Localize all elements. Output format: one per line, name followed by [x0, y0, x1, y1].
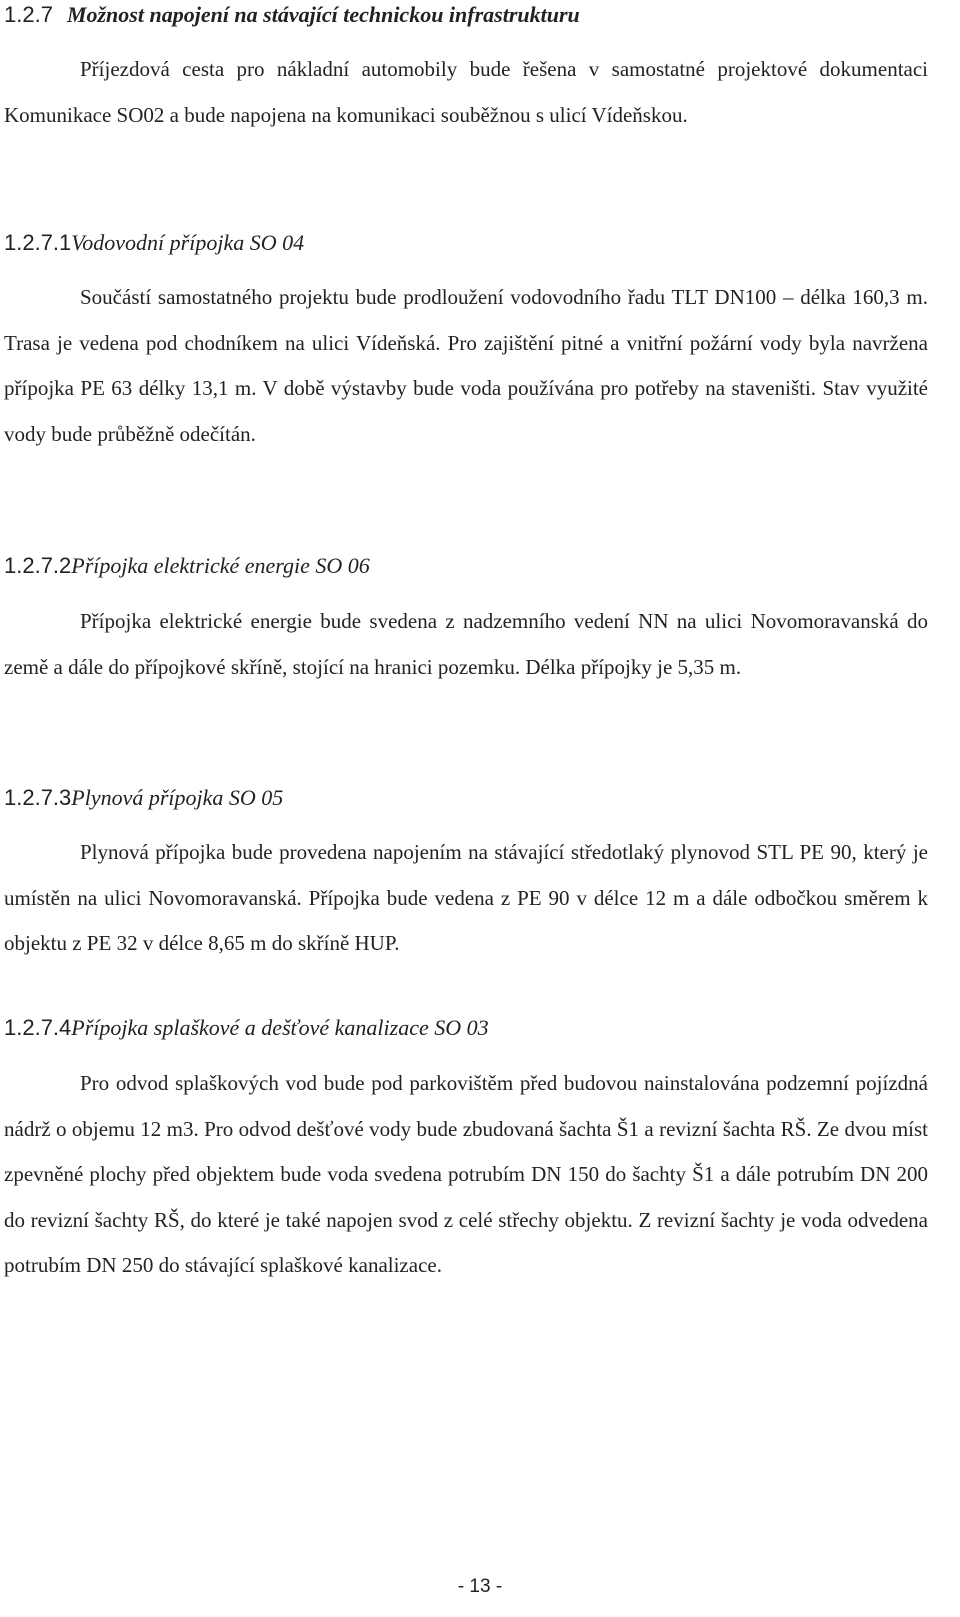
subsection-title: Vodovodní přípojka SO 04 [71, 230, 305, 255]
paragraph-water: Součástí samostatného projektu bude prodloužení vodovodního řadu TLT DN100 – délka 160,3 m. Trasa je vedena pod chodníkem na ulici Vídeňská. Pro zajištění pitné a vnitřní požární vody byla navržena přípojka PE 63 délky 13,1 m. V době výstavby bude voda používána pro potřeby na staveništi. Stav využité vody bude průběžně odečítán. [4, 285, 928, 446]
subsection-title: Přípojka elektrické energie SO 06 [71, 553, 370, 578]
subsection-title: Přípojka splaškové a dešťové kanalizace SO 03 [71, 1015, 489, 1040]
subsection-number: 1.2.7.4 [4, 1015, 72, 1040]
section-number: 1.2.7 [4, 2, 53, 27]
subsection-number: 1.2.7.2 [4, 553, 72, 578]
page-number: - 13 - [457, 1576, 503, 1597]
paragraph-electric: Přípojka elektrické energie bude svedena z nadzemního vedení NN na ulici Novomoravanská do země a dále do přípojkové skříně, stojící na hranici pozemku. Délka přípojky je 5,35 m. [4, 609, 928, 679]
section-title: Možnost napojení na stávající technickou infrastrukturu [66, 2, 580, 27]
subsection-heading-electric [4, 551, 370, 581]
subsection-number: 1.2.7.3 [4, 785, 72, 810]
subsection-heading-gas [4, 783, 283, 813]
subsection-heading-sewer [4, 1013, 489, 1043]
subsection-title: Plynová přípojka SO 05 [71, 785, 284, 810]
paragraph-gas: Plynová přípojka bude provedena napojením na stávající středotlaký plynovod STL PE 90, který je umístěn na ulici Novomoravanská. Přípojka bude vedena z PE 90 v délce 12 m a dále odbočkou směrem k objektu z PE 32 v délce 8,65 m do skříně HUP. [4, 840, 928, 955]
paragraph-sewer: Pro odvod splaškových vod bude pod parkovištěm před budovou nainstalována podzemní pojízdná nádrž o objemu 12 m3. Pro odvod dešťové vody bude zbudovaná šachta Š1 a revizní šachta RŠ. Ze dvou míst zpevněné plochy před objektem bude voda svedena potrubím DN 150 do šachty Š1 a dále potrubím DN 200 do revizní šachty RŠ, do které je také napojen svod z celé střechy objektu. Z revizní šachty je voda odvedena potrubím DN 250 do stávající splaškové kanalizace. [4, 1071, 928, 1277]
intro-paragraph: Příjezdová cesta pro nákladní automobily bude řešena v samostatné projektové dokumentaci Komunikace SO02 a bude napojena na komunikaci souběžnou s ulicí Vídeňskou. [4, 57, 928, 127]
section-heading [4, 0, 580, 30]
subsection-number: 1.2.7.1 [4, 230, 72, 255]
subsection-heading-water [4, 228, 304, 258]
